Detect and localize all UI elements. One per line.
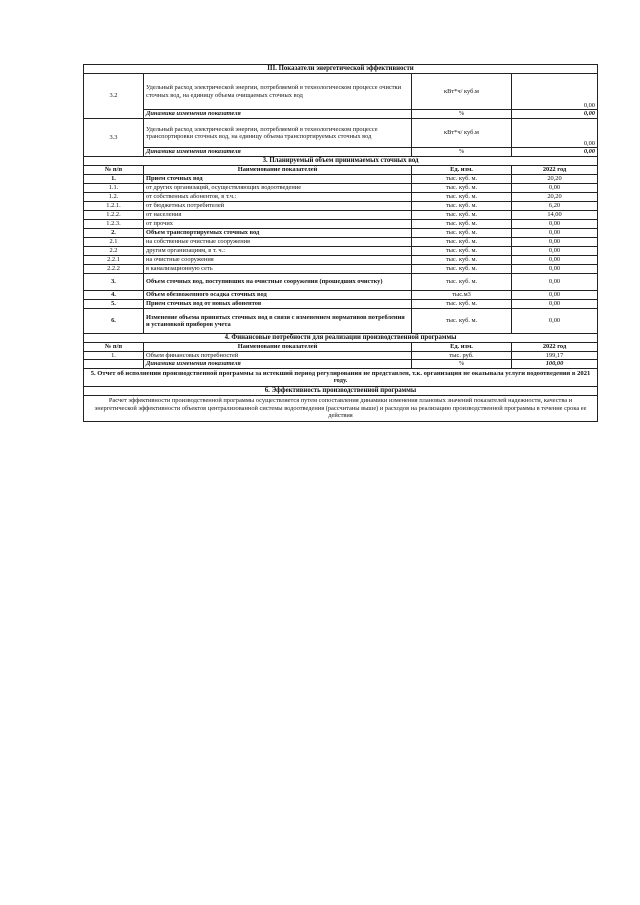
table-row <box>84 211 598 220</box>
indicator-unit: тыс. куб. м. <box>412 300 512 309</box>
header-year: 2022 год <box>512 166 598 175</box>
indicator-unit: тыс. куб. м. <box>412 309 512 334</box>
table-row <box>84 309 598 334</box>
row-num: 1.2.3. <box>84 220 144 229</box>
row-num: 6. <box>84 309 144 334</box>
indicator-value: 0,00 <box>512 300 598 309</box>
indicator-name: Удельный расход электрической энергии, потребляемой в технологическом процессе очистки сточных вод, на единицу объема очищаемых сточных вод <box>144 74 412 110</box>
row-num: 4. <box>84 291 144 300</box>
report-note: 5. Отчет об исполнении производственной программы за истекший период регулирования не представлен, т.к. организация не оказывала услуги водоотведения в 2021 году. <box>84 368 598 386</box>
row-num <box>84 360 144 368</box>
indicator-value: 0,00 <box>512 265 598 274</box>
indicator-unit: кВт*ч/ куб.м <box>412 119 512 148</box>
indicator-unit: кВт*ч/ куб.м <box>412 74 512 110</box>
header-name: Наименование показателей <box>144 343 412 352</box>
dynamics-label: Динамика изменения показателя <box>144 110 412 119</box>
indicator-unit: тыс. куб. м. <box>412 211 512 220</box>
table-row <box>84 300 598 309</box>
dynamics-label: Динамика изменения показателя <box>144 360 412 368</box>
indicator-unit: тыс. куб. м. <box>412 202 512 211</box>
indicator-name: Объем финансовых потребностей <box>144 352 412 360</box>
indicator-name: Прием сточных вод от новых абонентов <box>144 300 412 309</box>
row-num: 3.3 <box>84 119 144 157</box>
row-num: 1.2. <box>84 193 144 202</box>
indicator-value: 0,00 <box>512 247 598 256</box>
indicator-value: 0,00 <box>512 256 598 265</box>
dynamics-unit: % <box>412 360 512 368</box>
energy-efficiency-table <box>83 64 598 157</box>
indicator-unit: тыс. куб. м. <box>412 184 512 193</box>
indicator-unit: тыс. руб. <box>412 352 512 360</box>
header-num: № п/п <box>84 166 144 175</box>
row-num: 1.2.1. <box>84 202 144 211</box>
table-row <box>84 247 598 256</box>
indicator-value: 199,17 <box>512 352 598 360</box>
row-num: 2.2 <box>84 247 144 256</box>
planned-volume-table <box>83 156 598 334</box>
indicator-unit: тыс. куб. м. <box>412 265 512 274</box>
indicator-value: 0,00 <box>512 274 598 291</box>
indicator-unit: тыс. куб. м. <box>412 256 512 265</box>
dynamics-label: Динамика изменения показателя <box>144 148 412 157</box>
indicator-name: Удельный расход электрической энергии, потребляемой в технологическом процессе транспортировки сточных вод, на единицу объема транспортируемых сточных вод <box>144 119 412 148</box>
table-row <box>84 220 598 229</box>
row-num: 1. <box>84 175 144 184</box>
energy-efficiency-title: III. Показатели энергетической эффективности <box>84 65 598 74</box>
row-num: 3. <box>84 274 144 291</box>
dynamics-value: 0,00 <box>512 110 598 119</box>
indicator-value: 14,00 <box>512 211 598 220</box>
row-num: 2.2.2 <box>84 265 144 274</box>
header-unit: Ед. изм. <box>412 166 512 175</box>
efficiency-text: Расчет эффективности производственной программы осуществляется путем сопоставления динамики изменения плановых значений показателей надежности, качества и энергетической эффективности объектов централизованной системы водоотведения (рассчитаны выше) и расходов на реализацию производственной программы в течение срока ее действия <box>84 396 598 422</box>
row-num: 2.2.1 <box>84 256 144 265</box>
row-num: 3.2 <box>84 74 144 119</box>
indicator-value: 20,20 <box>512 193 598 202</box>
indicator-value: 0,00 <box>512 184 598 193</box>
indicator-name: Изменение объема принятых сточных вод в связи с изменением нормативов потребления и установкой приборов учета <box>144 309 412 334</box>
indicator-value: 0,00 <box>512 309 598 334</box>
indicator-name: другим организациям, в т. ч.: <box>144 247 412 256</box>
indicator-name: от собственных абонентов, в т.ч.: <box>144 193 412 202</box>
row-num: 2. <box>84 229 144 238</box>
indicator-name: Прием сточных вод <box>144 175 412 184</box>
indicator-name: от других организаций, осуществляющих водоотведение <box>144 184 412 193</box>
row-num: 2.1 <box>84 238 144 247</box>
table-row <box>84 274 598 291</box>
indicator-value: 0,00 <box>512 119 598 148</box>
indicator-unit: тыс. куб. м. <box>412 274 512 291</box>
indicator-value: 0,00 <box>512 291 598 300</box>
planned-volume-title: 3. Планируемый объем принимаемых сточных вод <box>84 157 598 166</box>
indicator-value: 20,20 <box>512 175 598 184</box>
indicator-unit: тыс. куб. м. <box>412 175 512 184</box>
finance-title: 4. Финансовые потребности для реализации производственной программы <box>84 334 598 343</box>
indicator-name: от бюджетных потребителей <box>144 202 412 211</box>
row-num: 1. <box>84 352 144 360</box>
indicator-name: от прочих <box>144 220 412 229</box>
dynamics-value: 100,00 <box>512 360 598 368</box>
efficiency-title: 6. Эффективность производственной программы <box>84 387 598 396</box>
table-row <box>84 193 598 202</box>
header-name: Наименование показателей <box>144 166 412 175</box>
indicator-name: в канализационную сеть <box>144 265 412 274</box>
row-num: 1.1. <box>84 184 144 193</box>
planned-volume-rows <box>84 175 598 334</box>
indicator-value: 0,00 <box>512 229 598 238</box>
table-row <box>84 175 598 184</box>
table-row <box>84 202 598 211</box>
row-num: 5. <box>84 300 144 309</box>
header-unit: Ед. изм. <box>412 343 512 352</box>
indicator-value: 0,00 <box>512 238 598 247</box>
indicator-value: 6,20 <box>512 202 598 211</box>
finance-table <box>83 333 598 422</box>
indicator-unit: тыс. куб. м. <box>412 220 512 229</box>
document-page <box>83 64 597 422</box>
indicator-name: Объем обезвоженного осадка сточных вод <box>144 291 412 300</box>
header-year: 2022 год <box>512 343 598 352</box>
indicator-unit: тыс. куб. м. <box>412 238 512 247</box>
indicator-unit: тыс. куб. м. <box>412 247 512 256</box>
indicator-unit: тыс. куб. м. <box>412 193 512 202</box>
dynamics-unit: % <box>412 110 512 119</box>
dynamics-value: 0,00 <box>512 148 598 157</box>
indicator-name: от населения <box>144 211 412 220</box>
table-row <box>84 265 598 274</box>
header-num: № п/п <box>84 343 144 352</box>
indicator-name: Объем транспортируемых сточных вод <box>144 229 412 238</box>
indicator-name: на собственные очистные сооружения <box>144 238 412 247</box>
indicator-unit: тыс. куб. м. <box>412 229 512 238</box>
indicator-value: 0,00 <box>512 74 598 110</box>
indicator-value: 0,00 <box>512 220 598 229</box>
table-row <box>84 229 598 238</box>
table-row <box>84 291 598 300</box>
indicator-name: на очистные сооружения <box>144 256 412 265</box>
table-row <box>84 184 598 193</box>
indicator-unit: тыс.м3 <box>412 291 512 300</box>
row-num: 1.2.2. <box>84 211 144 220</box>
table-row <box>84 256 598 265</box>
indicator-name: Объем сточных вод, поступивших на очистные сооружения (прошедших очистку) <box>144 274 412 291</box>
table-row <box>84 238 598 247</box>
dynamics-unit: % <box>412 148 512 157</box>
